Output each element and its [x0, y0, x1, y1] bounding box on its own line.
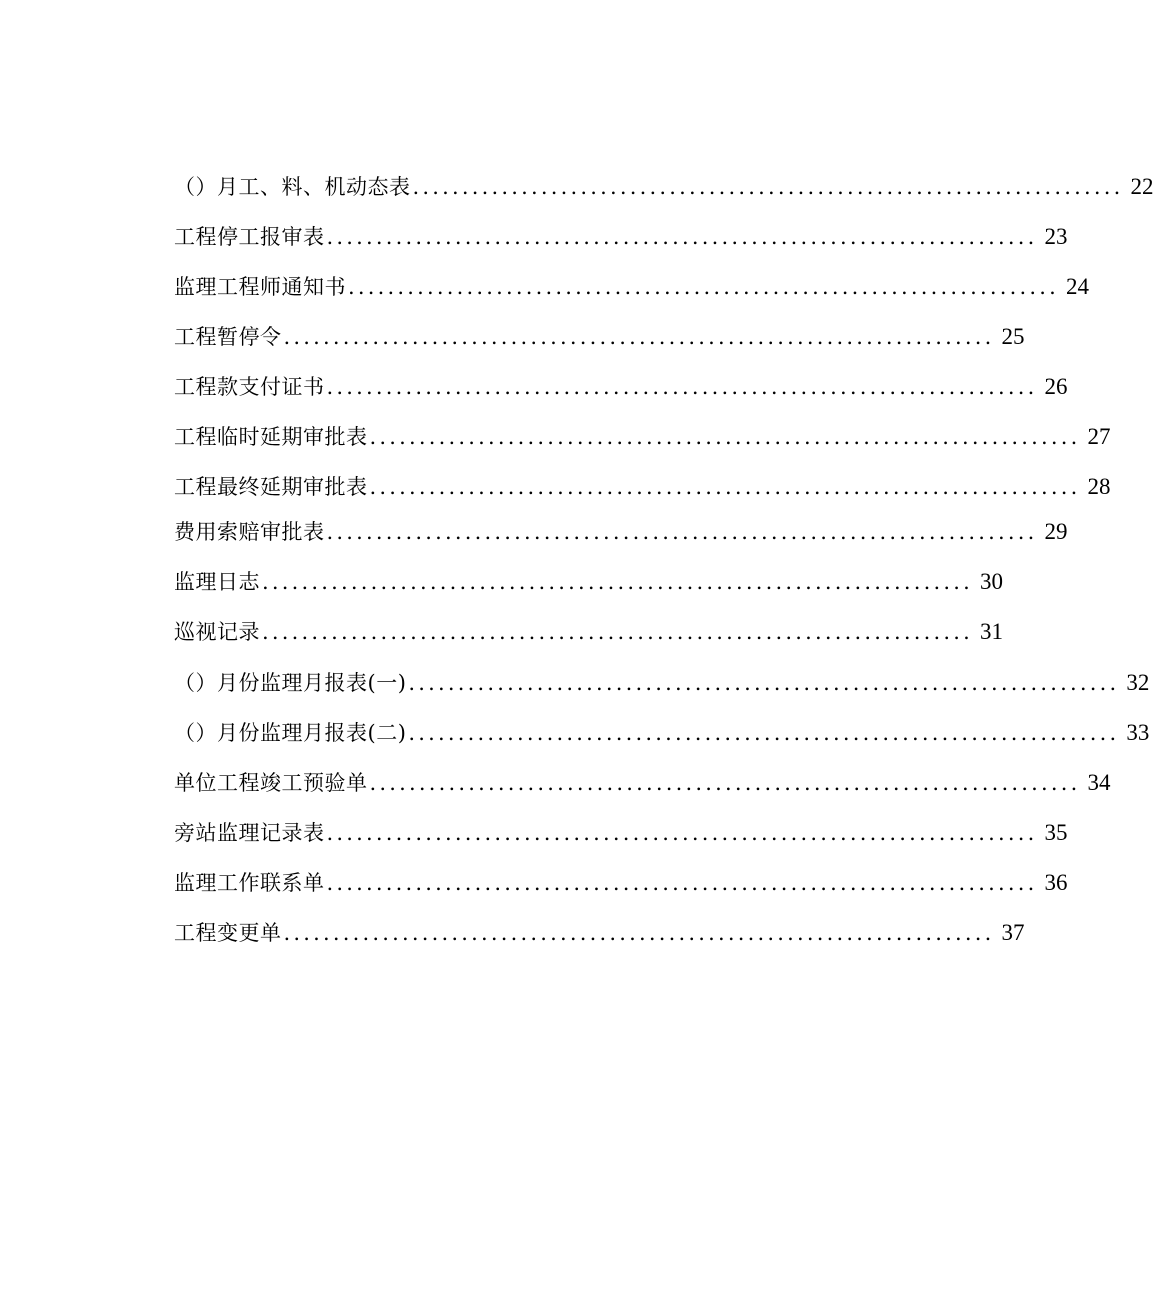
toc-entry[interactable]	[174, 867, 1068, 897]
toc-entry-page-number: 22	[1130, 174, 1154, 199]
toc-entry-page-number: 35	[1044, 820, 1068, 845]
dot-leader: ........................................................................	[326, 520, 1038, 544]
toc-entry-page-number: 27	[1087, 424, 1111, 449]
toc-entry[interactable]	[174, 767, 1111, 797]
dot-leader: ........................................................................	[348, 275, 1060, 299]
toc-entry[interactable]	[174, 717, 1150, 747]
toc-entry[interactable]	[174, 421, 1111, 451]
toc-entry-page-number: 26	[1044, 374, 1068, 399]
dot-leader: ........................................................................	[283, 921, 995, 945]
toc-entry-title: 单位工程竣工预验单	[174, 771, 368, 795]
toc-entry-title: 费用索赔审批表	[174, 520, 325, 544]
dot-leader: ........................................................................	[369, 475, 1081, 499]
toc-entry-page-number: 23	[1044, 224, 1068, 249]
toc-entry-title: （）月份监理月报表(二)	[174, 721, 407, 745]
toc-entry-page-number: 29	[1044, 519, 1068, 544]
toc-entry-title: 监理工程师通知书	[174, 275, 346, 299]
dot-leader: ........................................................................	[262, 620, 974, 644]
dot-leader: ........................................................................	[326, 225, 1038, 249]
toc-entry-page-number: 30	[980, 569, 1004, 594]
dot-leader: ........................................................................	[369, 771, 1081, 795]
toc-entry-page-number: 33	[1126, 720, 1150, 745]
toc-entry[interactable]	[174, 321, 1025, 351]
toc-entry[interactable]	[174, 271, 1090, 301]
toc-entry-title: 监理日志	[174, 570, 260, 594]
toc-entry-page-number: 25	[1001, 324, 1025, 349]
toc-entry-page-number: 32	[1126, 670, 1150, 695]
toc-entry-page-number: 36	[1044, 870, 1068, 895]
toc-entry[interactable]	[174, 616, 1004, 646]
dot-leader: ........................................................................	[326, 871, 1038, 895]
dot-leader: ........................................................................	[262, 570, 974, 594]
toc-entry[interactable]	[174, 667, 1150, 697]
toc-entry-page-number: 37	[1001, 920, 1025, 945]
toc-entry[interactable]	[174, 917, 1025, 947]
toc-entry-title: 旁站监理记录表	[174, 821, 325, 845]
toc-entry-title: （）月份监理月报表(一)	[174, 671, 407, 695]
toc-entry-page-number: 34	[1087, 770, 1111, 795]
toc-entry-title: 工程暂停令	[174, 325, 282, 349]
dot-leader: ........................................................................	[326, 821, 1038, 845]
toc-entry[interactable]	[174, 817, 1068, 847]
toc-entry[interactable]	[174, 171, 1154, 201]
toc-entry-page-number: 28	[1087, 474, 1111, 499]
dot-leader: ........................................................................	[412, 175, 1124, 199]
toc-entry-page-number: 31	[980, 619, 1004, 644]
dot-leader: ........................................................................	[283, 325, 995, 349]
toc-entry[interactable]	[174, 221, 1068, 251]
dot-leader: ........................................................................	[408, 671, 1120, 695]
toc-entry[interactable]	[174, 566, 1004, 596]
toc-entry[interactable]	[174, 516, 1068, 546]
toc-entry[interactable]	[174, 371, 1068, 401]
toc-entry[interactable]	[174, 471, 1111, 501]
toc-entry-title: 工程变更单	[174, 921, 282, 945]
dot-leader: ........................................................................	[369, 425, 1081, 449]
toc-entry-title: 工程款支付证书	[174, 375, 325, 399]
toc-entry-title: 工程停工报审表	[174, 225, 325, 249]
toc-entry-title: 巡视记录	[174, 620, 260, 644]
toc-entry-title: 工程临时延期审批表	[174, 425, 368, 449]
dot-leader: ........................................................................	[326, 375, 1038, 399]
dot-leader: ........................................................................	[408, 721, 1120, 745]
toc-entry-title: 监理工作联系单	[174, 871, 325, 895]
toc-entry-page-number: 24	[1066, 274, 1090, 299]
toc-entry-title: （）月工、料、机动态表	[174, 175, 411, 199]
toc-entry-title: 工程最终延期审批表	[174, 475, 368, 499]
